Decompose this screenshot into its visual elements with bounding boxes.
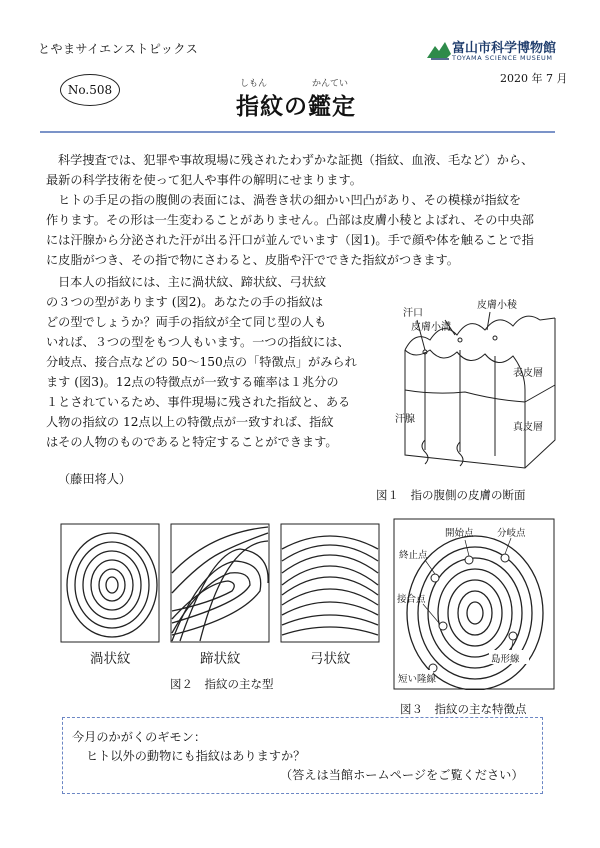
paragraph-3-line: の３つの型があります (図2)。あなたの手の指紋は <box>46 295 324 309</box>
paragraph-1-line: 最新の科学技術を使って犯人や事件の解明にせまります。 <box>46 173 362 187</box>
whorl-fingerprint-icon <box>60 523 160 643</box>
fig3-label-bifurcation: 分岐点 <box>497 528 526 539</box>
paragraph-2-line: ヒトの手足の指の腹側の表面には、渦巻き状の細かい凹凸があり、その模様が指紋を <box>58 193 522 207</box>
fig3-label-junction: 接合点 <box>397 594 426 605</box>
paragraph-1-line: 科学捜査では、犯罪や事故現場に残されたわずかな証拠（指紋、血液、毛など）から、 <box>58 153 534 167</box>
museum-name-en: TOYAMA SCIENCE MUSEUM <box>452 54 553 62</box>
arch-label: 弓状紋 <box>310 651 351 667</box>
paragraph-3-line: どの型でしょうか？両手の指紋が全て同じ型の人も <box>46 315 327 329</box>
museum-name: 富山市科学博物館 <box>452 41 557 56</box>
paragraph-2-line: に皮脂がつき、その指で物にさわると、皮脂や汗でできた指紋がつきます。 <box>46 253 459 267</box>
title-ruby-2: かんてい <box>312 79 349 89</box>
fig3-label-island: 島形線 <box>491 654 520 665</box>
figure-1-skin-diagram <box>395 290 565 480</box>
figure-1-caption: 図１ 指の腹側の皮膚の断面 <box>376 488 526 502</box>
arch-fingerprint-icon <box>280 523 380 643</box>
fig3-label-short: 短い隆線 <box>398 674 437 685</box>
figure-3-minutiae-diagram <box>393 518 555 690</box>
paragraph-3-line: ます (図3)。12点の特徴点が一致する確率は１兆分の <box>46 375 339 389</box>
loop-fingerprint-icon <box>170 523 270 643</box>
paragraph-3-line: 分岐点、接合点などの 50～150点の「特徴点」がみられ <box>46 355 357 369</box>
paragraph-3-line: いれば、３つの型をもつ人もいます。一つの指紋には、 <box>46 335 350 349</box>
author: （藤田将人） <box>58 472 132 486</box>
question-heading: 今月のかがくのギモン： <box>72 730 207 744</box>
fig1-label-epidermis: 表皮層 <box>513 368 543 379</box>
paragraph-3-line: １とされているため、事件現場に残された指紋と、ある <box>46 395 351 409</box>
page-title: 指紋の鑑定 <box>236 94 356 120</box>
paragraph-3 <box>46 272 357 452</box>
fig3-label-ending: 終止点 <box>399 550 428 561</box>
figure-2-caption: 図２ 指紋の主な型 <box>170 677 274 691</box>
issue-date: 2020 年 7 月 <box>500 72 568 85</box>
series-title: とやまサイエンストピックス <box>38 42 199 56</box>
fig1-label-sweat-gland: 汗腺 <box>395 414 415 425</box>
paragraph-1 <box>46 150 534 190</box>
loop-label: 蹄状紋 <box>200 651 241 667</box>
issue-number-badge: No.508 <box>60 74 120 106</box>
figure-3-caption: 図３ 指紋の主な特徴点 <box>400 702 527 716</box>
paragraph-3-line: 日本人の指紋には、主に渦状紋、蹄状紋、弓状紋 <box>58 275 327 289</box>
paragraph-2-line: には汗腺から分泌された汗が出る汗口が並んでいます（図1)。手で顔や体を触ることで指 <box>46 233 534 247</box>
fig1-label-ridge: 皮膚小稜 <box>477 300 517 311</box>
question-body: ヒト以外の動物にも指紋はありますか？ <box>86 749 306 763</box>
paragraph-3-line: はその人物のものであると特定することができます。 <box>46 435 338 449</box>
whorl-label: 渦状紋 <box>90 651 131 667</box>
question-answer-note: （答えは当館ホームページをご覧ください） <box>280 768 524 782</box>
paragraph-3-line: 人物の指紋の 12点以上の特徴点が一致すれば、指紋 <box>46 415 334 429</box>
fig1-label-dermis: 真皮層 <box>513 422 543 433</box>
fig1-label-sweat-pore: 汗口 <box>403 308 423 319</box>
fig3-label-start: 開始点 <box>445 528 474 539</box>
header-divider <box>40 131 555 133</box>
paragraph-2 <box>46 190 534 270</box>
title-ruby-1: しもん <box>240 79 268 89</box>
paragraph-2-line: 作ります。その形は一生変わることがありません。凸部は皮膚小稜とよばれ、その中央部 <box>46 213 534 227</box>
fig1-label-ridge-groove: 皮膚小溝 <box>411 322 451 333</box>
